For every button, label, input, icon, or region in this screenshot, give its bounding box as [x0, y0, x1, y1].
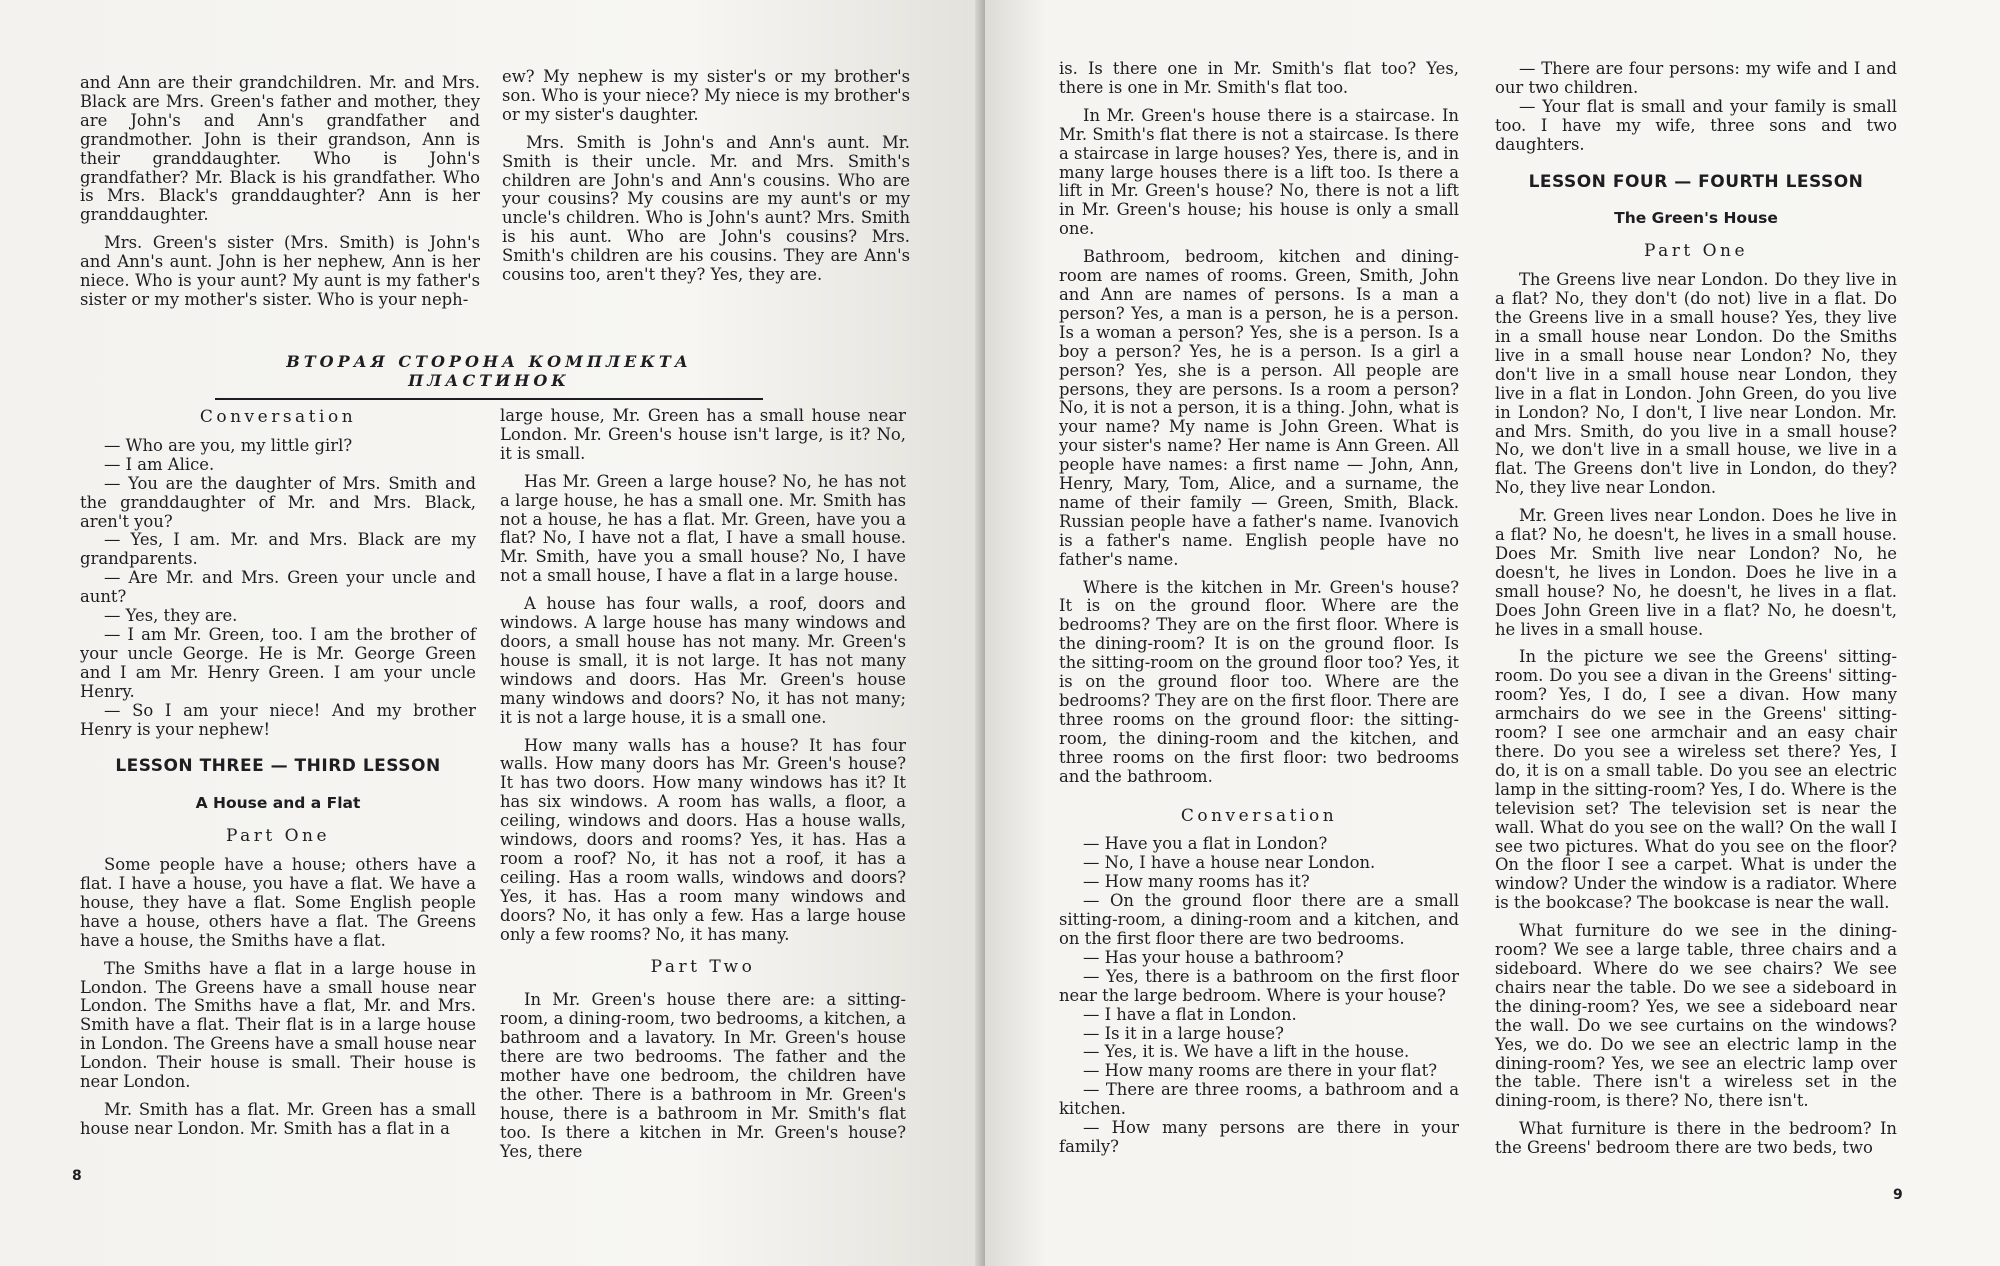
- dialogue-line: — Yes, it is. We have a lift in the house.: [1083, 1042, 1410, 1062]
- dialogue-line: — How many rooms are there in your flat?: [1083, 1061, 1437, 1081]
- dialogue-line: — Who are you, my little girl?: [104, 435, 353, 455]
- dialogue-line: — Yes, there is a bathroom on the first floor near the large bedroom. Where is your house?: [1059, 966, 1459, 1005]
- dialogue-line: — Yes, they are.: [104, 606, 238, 626]
- dialogue-line: — Has your house a bathroom?: [1083, 947, 1344, 967]
- paragraph: Mrs. Green's sister (Mrs. Smith) is John's and Ann's aunt. John is her nephew, Ann is her niece. Who is your aunt? My aunt is my father's sister or my mother's sister. Who is your neph-: [80, 233, 480, 309]
- paragraph: What furniture do we see in the dining-room? We see a large table, three chairs and a sideboard. Where do we see chairs? We see chairs near the table. Do we see a sideboard in the dining-room? Yes, we see a sideboard near the wall. Do we see curtains on the windows? Yes, we do. Do we see an electric lamp in the dining-room? Yes, we see an electric lamp over the table. There isn't a wireless set in the dining-room, is there? No, there isn't.: [1495, 921, 1897, 1111]
- paragraph: In the picture we see the Greens' sitting-room. Do you see a divan in the Greens' sitting-room? Yes, I do, I see a divan. How many armchairs do we see in the Greens' sitting-room? I see one armchair and an easy chair there. Do you see a wireless set there? Yes, I do, it is on a small table. Do you see an electric lamp in the sitting-room? Yes, I do. Where is the television set? The television set is near the wall. What do you see on the wall? On the wall I see two pictures. What do you see on the floor? On the floor I see a carpet. What is under the window? Under the window is a radiator. Where is the bookcase? The bookcase is near the wall.: [1495, 647, 1897, 913]
- section-heading-russian: ВТОРАЯ СТОРОНА КОМПЛЕКТА ПЛАСТИНОК: [215, 352, 763, 400]
- dialogue-line: — Have you a flat in London?: [1083, 834, 1328, 854]
- part-title: Part One: [1643, 241, 1749, 262]
- right-page-left-column: [1059, 60, 1459, 1157]
- left-page-top-right-column: [502, 68, 910, 294]
- left-page: [0, 0, 985, 1266]
- paragraph: large house, Mr. Green has a small house near London. Mr. Green's house isn't large, is it? No, it is small.: [500, 406, 906, 463]
- dialogue-line: — How many rooms has it?: [1083, 872, 1310, 892]
- paragraph: What furniture is there in the bedroom? In the Greens' bedroom there are two beds, two: [1495, 1119, 1897, 1158]
- left-page-top-left-column: [80, 74, 480, 319]
- dialogue-line: — There are four persons: my wife and I and our two children.: [1495, 59, 1897, 97]
- paragraph: Mr. Smith has a flat. Mr. Green has a small house near London. Mr. Smith has a flat in a: [80, 1100, 476, 1138]
- paragraph: and Ann are their grandchildren. Mr. and Mrs. Black are Mrs. Green's father and mother, they are John's and Ann's grandfather and grandmother. John is their grandson, Ann is their granddaughter. Who is John's grandfather? Mr. Black is his grandfather. Who is Mrs. Black's granddaughter? Ann is her granddaughter.: [80, 73, 480, 225]
- lesson-subtitle: A House and a Flat: [195, 794, 361, 813]
- paragraph: is. Is there one in Mr. Smith's flat too? Yes, there is one in Mr. Smith's flat too.: [1059, 59, 1459, 97]
- left-page-lower-left-column: [80, 402, 476, 1148]
- dialogue-line: — You are the daughter of Mrs. Smith and the granddaughter of Mr. and Mrs. Black, aren't you?: [80, 473, 476, 531]
- dialogue-line: — I have a flat in London.: [1083, 1004, 1297, 1024]
- lesson-title: LESSON FOUR — FOURTH LESSON: [1528, 171, 1864, 192]
- paragraph: Some people have a house; others have a flat. I have a house, you have a flat. We have a house, they have a flat. Some English people have a house, others have a flat. The Greens have a house, the Smiths have a flat.: [80, 855, 476, 950]
- paragraph: How many walls has a house? It has four walls. How many doors has Mr. Green's house? It has two doors. How many windows has it? It has six windows. A room has walls, a floor, a ceiling, windows and doors. Has a house walls, windows, doors and rooms? Yes, it has. Has a room a roof? No, it has not a roof, it has a ceiling. Has a room walls, windows and doors? Yes, it has. Has a room many windows and doors? No, it has only a few. Has a large house only a few rooms? No, it has many.: [500, 735, 906, 944]
- conversation-title: Conversation: [1180, 805, 1338, 826]
- paragraph: Mrs. Smith is John's and Ann's aunt. Mr. Smith is their uncle. Mr. and Mrs. Smith's children are John's and Ann's cousins. Who are your cousins? My cousins are my aunt's or my uncle's children. Who is John's aunt? Mrs. Smith is his aunt. Who are John's cousins? Mrs. Smith's children are his cousins. They are Ann's cousins too, aren't they? Yes, they are.: [502, 132, 910, 285]
- dialogue-line: — Yes, I am. Mr. and Mrs. Black are my grandparents.: [80, 530, 476, 569]
- conversation-title: Conversation: [199, 407, 357, 427]
- page-number: 8: [72, 1168, 82, 1184]
- dialogue-line: — I am Mr. Green, too. I am the brother of your uncle George. He is Mr. George Green and I am Mr. Henry Green. I am your uncle Henry.: [80, 624, 476, 701]
- dialogue-line: — Are Mr. and Mrs. Green your uncle and aunt?: [80, 568, 476, 607]
- dialogue-line: — On the ground floor there are a small sitting-room, a dining-room and a kitchen, and on the first floor there are two bedrooms.: [1059, 891, 1459, 948]
- paragraph: In Mr. Green's house there are: a sitting-room, a dining-room, two bedrooms, a kitchen, a bathroom and a lavatory. In Mr. Green's house there are two bedrooms. The father and the mother have one bedroom, the children have the other. There is a bathroom in Mr. Green's house, there is a bathroom in Mr. Smith's flat too. Is there a kitchen in Mr. Green's house? Yes, there: [500, 990, 906, 1161]
- right-page-right-column: [1495, 60, 1897, 1167]
- part-title: Part One: [225, 826, 331, 847]
- paragraph: The Smiths have a flat in a large house in London. The Greens have a small house near London. The Smiths have a flat, Mr. and Mrs. Smith have a flat. Their flat is in a large house in London. The Greens have a small house near London. Their house is small. Their house is near London.: [80, 958, 476, 1092]
- dialogue-line: — No, I have a house near London.: [1083, 853, 1376, 873]
- dialogue-line: — So I am your niece! And my brother Henry is your nephew!: [80, 700, 476, 739]
- paragraph: Bathroom, bedroom, kitchen and dining-room are names of rooms. Green, Smith, John and Ann are names of persons. Is a man a person? Yes, a man is a person, he is a person. Is a woman a person? Yes, she is a person. Is a boy a person? Yes, he is a person. Is a girl a person? Yes, she is a person. All people are persons, they are persons. Is a room a person? No, it is not a person, it is a thing. John, what is your name? My name is John Green. What is your sister's name? Her name is Ann Green. All people have names: a first name — John, Ann, Henry, Mary, Tom, Alice, and a surname, the name of their family — Green, Smith, Black. Russian people have a father's name. Ivanovich is a father's name. English people have no father's name.: [1059, 247, 1459, 569]
- dialogue-line: — How many persons are there in your family?: [1059, 1118, 1459, 1156]
- right-page: [985, 0, 2000, 1266]
- left-page-lower-right-column: [500, 407, 906, 1171]
- dialogue-line: — I am Alice.: [104, 454, 215, 474]
- page-number: 9: [1893, 1187, 1903, 1203]
- paragraph: The Greens live near London. Do they live in a flat? No, they don't (do not) live in a flat. Do the Greens live in a small house? Yes, they live in a small house near London. Do the Smiths live in a small house near London? No, they don't live in a small house near London, they live in a flat in London. John Green, do you live in London? No, I don't, I live near London. Mr. and Mrs. Smith, do you live in a small house? No, we don't live in a small house, we live in a flat. The Greens don't live in London, do they? No, they live near London.: [1495, 270, 1897, 498]
- paragraph: Has Mr. Green a large house? No, he has not a large house, he has a small one. Mr. Smith has not a house, he has a flat. Mr. Green, have you a flat? No, I have not a flat, I have a small house. Mr. Smith, have you a small house? No, I have not a small house, I have a flat in a large house.: [500, 471, 906, 586]
- paragraph: Mr. Green lives near London. Does he live in a flat? No, he doesn't, he lives in a small house. Does Mr. Smith live near London? No, he doesn't, he lives in London. Does he live in a small house? No, he doesn't, he lives in a flat. Does John Green live in a flat? No, he doesn't, he lives in a small house.: [1495, 506, 1897, 639]
- paragraph: ew? My nephew is my sister's or my brother's son. Who is your niece? My niece is my brother's or my sister's daughter.: [502, 67, 910, 124]
- paragraph: Where is the kitchen in Mr. Green's house? It is on the ground floor. Where are the bedrooms? They are on the first floor. Where is the dining-room? It is on the ground floor. Is the sitting-room on the ground floor too? Yes, it is on the ground floor too. Where are the bedrooms? They are on the first floor. There are three rooms on the ground floor: the sitting-room, the dining-room and the kitchen, and three rooms on the first floor: two bedrooms and the bathroom.: [1059, 577, 1459, 786]
- dialogue-line: — Your flat is small and your family is small too. I have my wife, three sons and two daughters.: [1495, 96, 1897, 154]
- paragraph: A house has four walls, a roof, doors and windows. A large house has many windows and doors, a small house has not many. Mr. Green's house is small, it is not large. It has not many windows and doors. Has Mr. Green's house many windows and doors? No, it has not many; it is not a large house, it is a small one.: [500, 594, 906, 727]
- paragraph: In Mr. Green's house there is a staircase. In Mr. Smith's flat there is not a staircase. Is there a staircase in large houses? Yes, there is, and in many large houses there is a lift too. Is there a lift in Mr. Green's house? No, there is not a lift in Mr. Green's house; his house is only a small one.: [1059, 105, 1459, 239]
- lesson-title: LESSON THREE — THIRD LESSON: [115, 756, 441, 777]
- dialogue-line: — There are three rooms, a bathroom and a kitchen.: [1059, 1080, 1459, 1119]
- dialogue-line: — Is it in a large house?: [1083, 1023, 1284, 1043]
- part-title: Part Two: [650, 957, 756, 978]
- lesson-subtitle: The Green's House: [1614, 209, 1778, 228]
